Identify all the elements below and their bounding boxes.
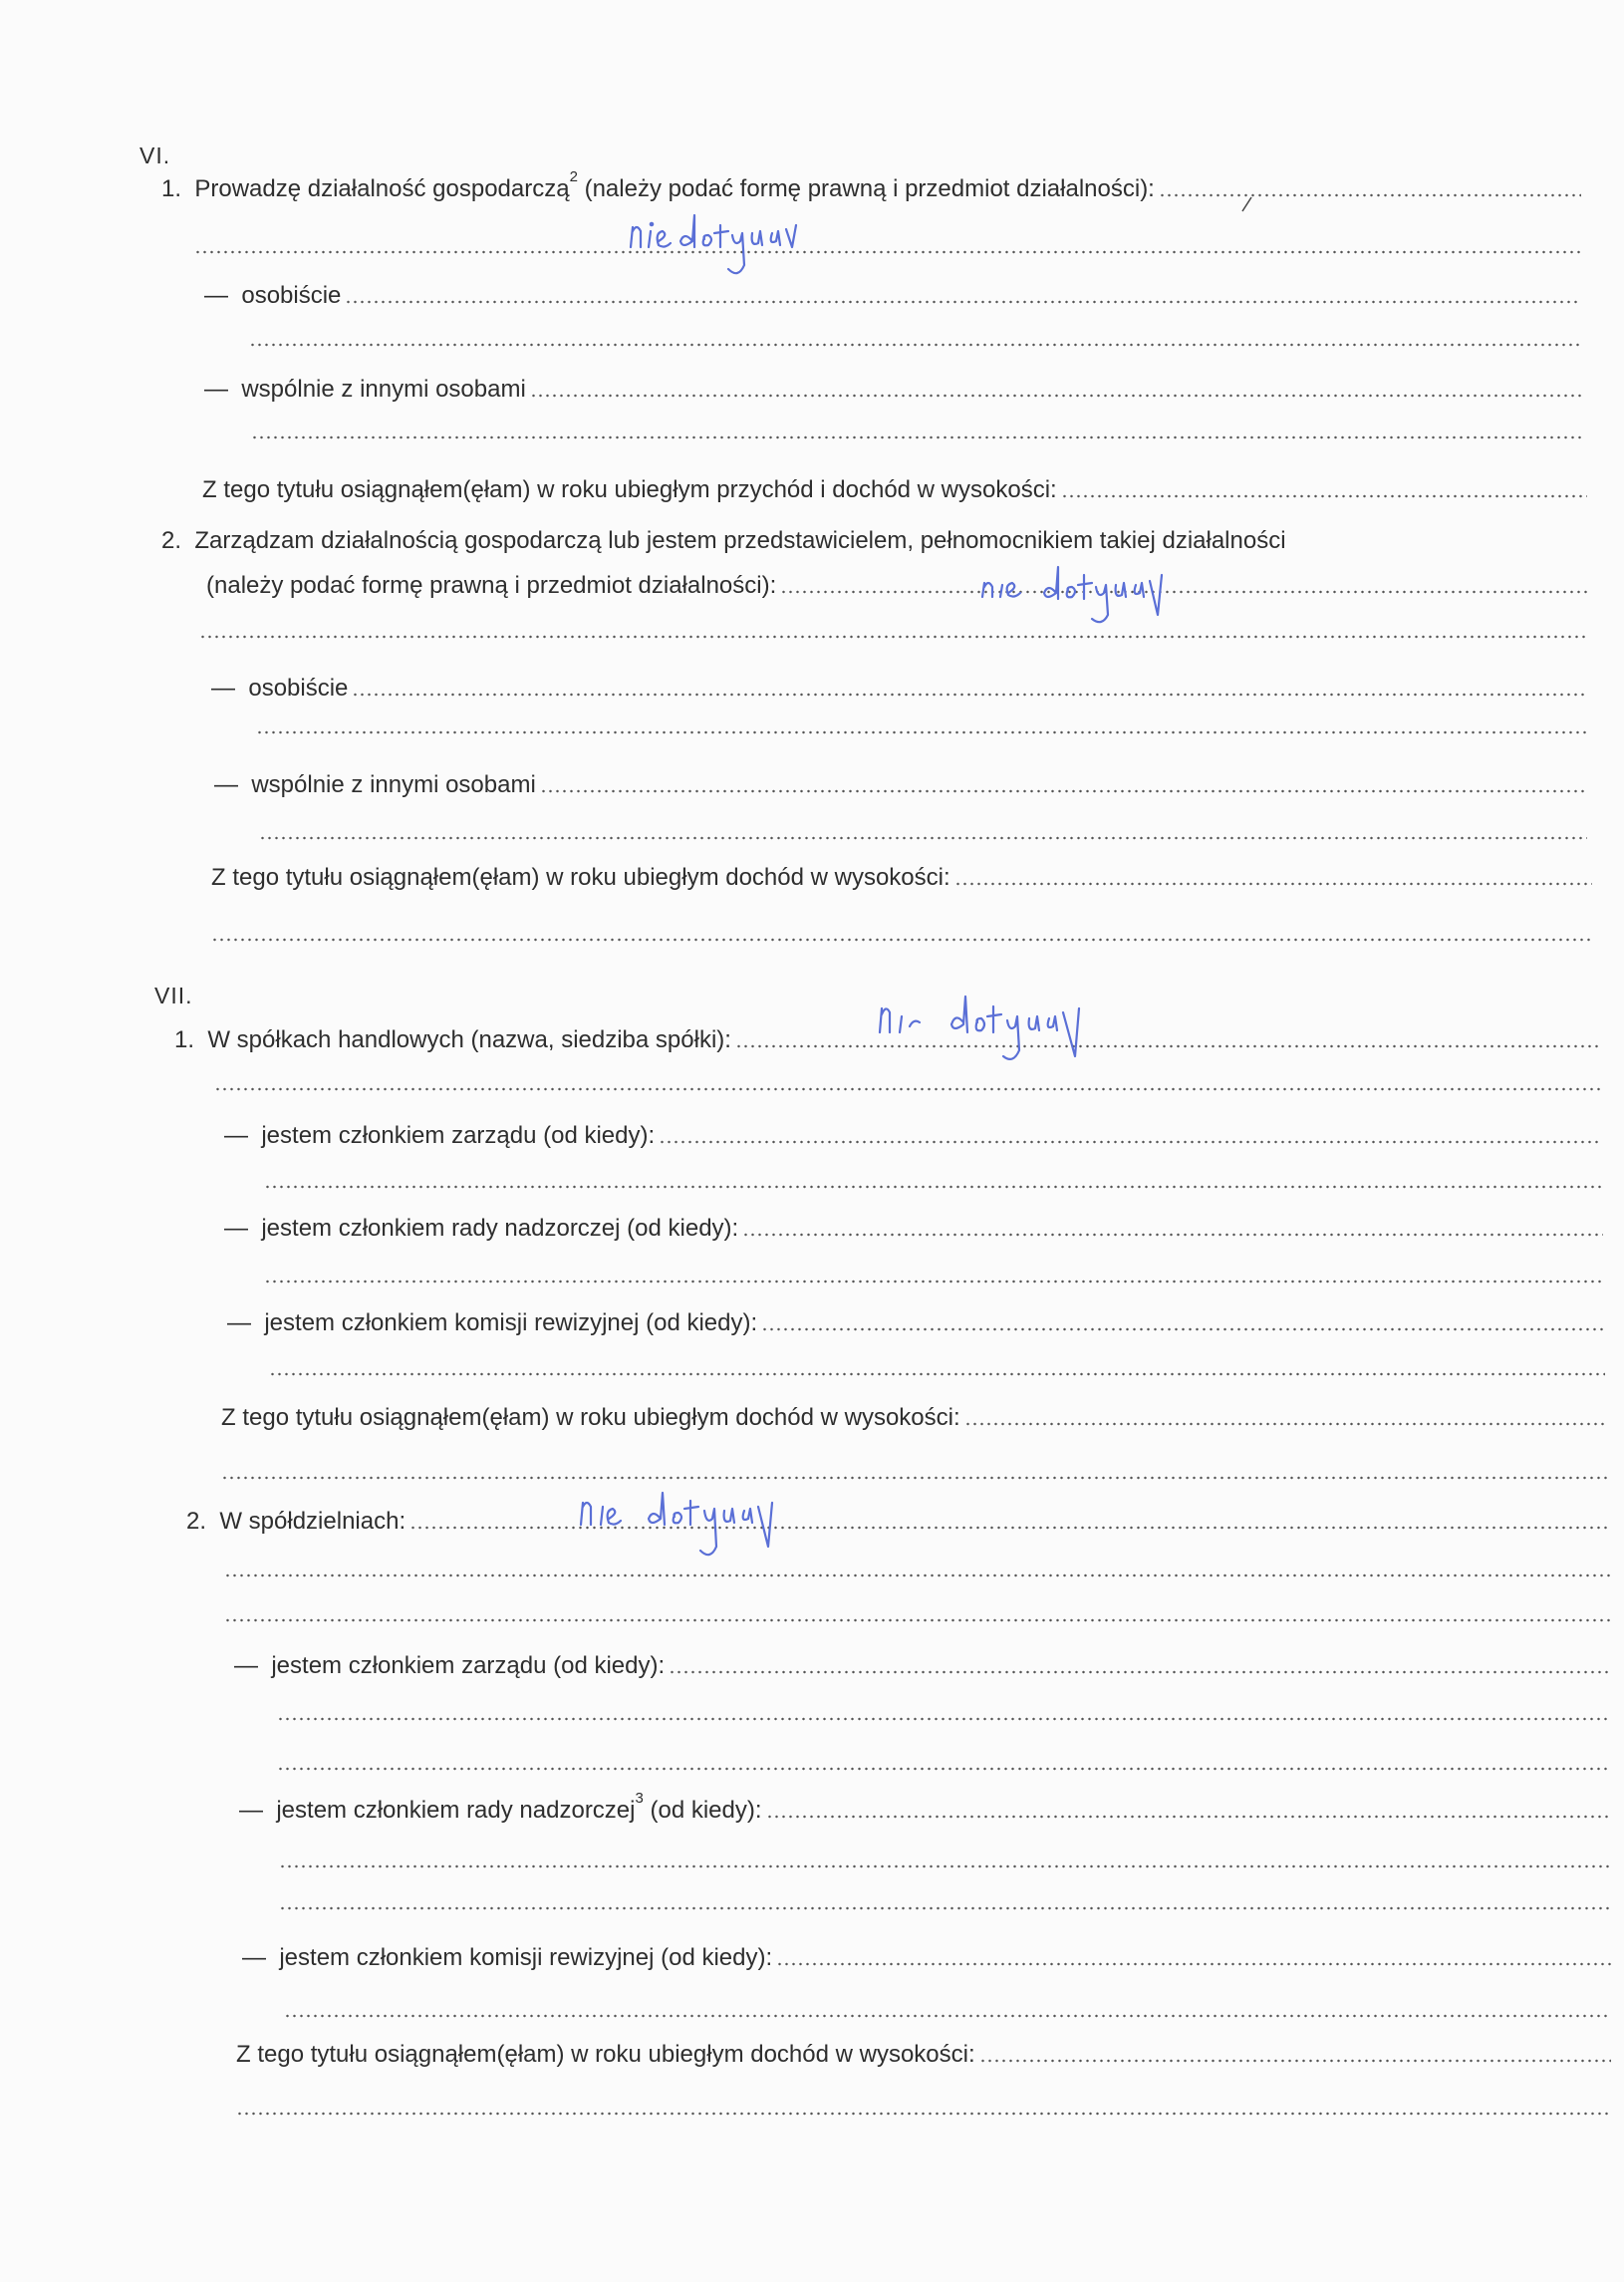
fill-line[interactable] bbox=[530, 393, 1581, 399]
vii-1-audit: — jestem członkiem komisji rewizyjnej (od kiedy): bbox=[227, 1308, 1605, 1338]
vi-2-label-cont: (należy podać formę prawną i przedmiot działalności): bbox=[206, 572, 777, 599]
vi-1-income bbox=[202, 475, 1587, 505]
vii-1-income-fill-2[interactable] bbox=[221, 1475, 1607, 1481]
item-number: 2. bbox=[186, 1508, 207, 1535]
vii-2-board-fill-3[interactable] bbox=[277, 1766, 1611, 1772]
fill-line[interactable] bbox=[776, 1961, 1611, 1967]
vi-1-personally-label: osobiście bbox=[241, 282, 342, 309]
vii-2-supervisory-label: jestem członkiem rady nadzorczej$^3$ (od kiedy): bbox=[276, 1790, 762, 1824]
fill-line[interactable] bbox=[954, 881, 1592, 887]
vii-2-supervisory-fill-2[interactable] bbox=[279, 1863, 1611, 1869]
handwriting-ink bbox=[872, 987, 1191, 1091]
vii-1-audit-label: jestem członkiem komisji rewizyjnej (od kiedy): bbox=[264, 1309, 758, 1336]
vii-1-supervisory: — jestem członkiem rady nadzorczej (od kiedy): bbox=[224, 1214, 1603, 1244]
vi-2-label: Zarządzam działalnością gospodarczą lub jestem przedstawicielem, pełnomocnikiem takiej działalności bbox=[194, 527, 1286, 554]
vi-1-income-label: Z tego tytułu osiągnąłem(ęłam) w roku ubiegłym przychód i dochód w wysokości: bbox=[202, 476, 1057, 503]
vii-1-income-label: Z tego tytułu osiągnąłem(ęłam) w roku ubiegłym dochód w wysokości: bbox=[221, 1404, 960, 1431]
vi-2-jointly: — wspólnie z innymi osobami bbox=[214, 770, 1587, 800]
fill-line[interactable] bbox=[352, 692, 1587, 698]
vii-1-supervisory-label: jestem członkiem rady nadzorczej (od kiedy): bbox=[261, 1215, 739, 1242]
vi-2-question-line1 bbox=[161, 526, 1587, 556]
vi-2-income-label: Z tego tytułu osiągnąłem(ęłam) w roku ubiegłym dochód w wysokości: bbox=[211, 864, 950, 891]
footnote-marker: 3 bbox=[635, 1790, 644, 1807]
fill-line[interactable] bbox=[659, 1139, 1601, 1145]
stray-pen-mark bbox=[1239, 195, 1253, 213]
vii-2-label: W spółdzielniach: bbox=[219, 1508, 406, 1535]
vii-1-board: — jestem członkiem zarządu (od kiedy): bbox=[224, 1121, 1601, 1151]
fill-line[interactable] bbox=[766, 1814, 1611, 1820]
vi-2-jointly-label: wspólnie z innymi osobami bbox=[251, 771, 536, 798]
section-vii-heading: VII. bbox=[154, 983, 193, 1008]
vii-2-fill-line-2[interactable] bbox=[224, 1572, 1611, 1578]
fill-line[interactable] bbox=[979, 2058, 1611, 2064]
section-vi-heading: VI. bbox=[139, 143, 171, 168]
handwriting-ink bbox=[976, 553, 1235, 643]
fill-line[interactable] bbox=[761, 1326, 1605, 1332]
fill-line[interactable] bbox=[345, 299, 1581, 305]
vii-2-fill-line-3[interactable] bbox=[224, 1617, 1611, 1623]
fill-line[interactable] bbox=[964, 1421, 1607, 1427]
fill-line[interactable] bbox=[1061, 493, 1587, 499]
fill-line[interactable] bbox=[1159, 192, 1581, 198]
handwritten-nie-dotyczy-vi-2 bbox=[976, 553, 1235, 643]
vii-2-audit: — jestem członkiem komisji rewizyjnej (od kiedy): bbox=[242, 1943, 1611, 1973]
vii-2-supervisory: — jestem członkiem rady nadzorczej$^3$ (od kiedy): bbox=[239, 1796, 1611, 1826]
vi-2-personally: — osobiście bbox=[211, 674, 1587, 704]
vi-1-jointly-label: wspólnie z innymi osobami bbox=[241, 376, 526, 403]
vii-2-board-label: jestem członkiem zarządu (od kiedy): bbox=[271, 1652, 666, 1679]
vii-2-income bbox=[236, 2040, 1611, 2070]
vii-1-board-fill-2[interactable] bbox=[264, 1184, 1601, 1190]
vi-1-label: Prowadzę działalność gospodarczą$^2$ (należy podać formę prawną i przedmiot działalności): bbox=[194, 168, 1155, 202]
vi-2-income bbox=[211, 863, 1592, 893]
item-number: 1. bbox=[174, 1026, 195, 1053]
vii-1-income bbox=[221, 1403, 1607, 1433]
vi-2-jointly-fill-2[interactable] bbox=[259, 835, 1587, 841]
vi-1-personally: — osobiście bbox=[204, 281, 1581, 311]
stray-mark-shape bbox=[1239, 195, 1253, 213]
handwriting-ink bbox=[623, 207, 882, 297]
vii-2-board: — jestem członkiem zarządu (od kiedy): bbox=[234, 1651, 1611, 1681]
vi-1-personally-fill-2[interactable] bbox=[249, 342, 1581, 348]
vi-2-fill-line-2[interactable] bbox=[199, 634, 1587, 640]
vii-1-audit-fill-2[interactable] bbox=[269, 1371, 1605, 1377]
vi-2-personally-label: osobiście bbox=[248, 675, 349, 702]
vi-2-personally-fill-2[interactable] bbox=[256, 729, 1587, 735]
vii-2-audit-fill-2[interactable] bbox=[284, 2013, 1611, 2019]
fill-line[interactable] bbox=[742, 1232, 1603, 1238]
vii-2-income-fill-2[interactable] bbox=[236, 2111, 1611, 2117]
vii-1-label: W spółkach handlowych (nazwa, siedziba spółki): bbox=[207, 1026, 731, 1053]
handwritten-nie-dotyczy-vii-2 bbox=[573, 1485, 852, 1584]
vi-1-fill-line-2[interactable] bbox=[194, 249, 1581, 255]
handwritten-nie-dotyczy-vi-1 bbox=[623, 207, 882, 297]
vii-1-board-label: jestem członkiem zarządu (od kiedy): bbox=[261, 1122, 656, 1149]
item-number: 1. bbox=[161, 175, 182, 202]
vi-1-question bbox=[161, 168, 1581, 204]
handwritten-nie-dotyczy-vii-1 bbox=[872, 987, 1191, 1091]
vii-2-audit-label: jestem członkiem komisji rewizyjnej (od kiedy): bbox=[279, 1944, 773, 1971]
vii-1-supervisory-fill-2[interactable] bbox=[264, 1279, 1603, 1284]
item-number: 2. bbox=[161, 527, 182, 554]
vi-1-jointly-fill-2[interactable] bbox=[251, 434, 1581, 440]
handwriting-ink bbox=[573, 1485, 852, 1584]
vi-2-question-line2 bbox=[206, 571, 1587, 601]
vii-2-income-label: Z tego tytułu osiągnąłem(ęłam) w roku ubiegłym dochód w wysokości: bbox=[236, 2041, 975, 2068]
fill-line[interactable] bbox=[540, 788, 1587, 794]
vi-2-income-fill-2[interactable] bbox=[211, 937, 1592, 943]
fill-line[interactable] bbox=[669, 1669, 1611, 1675]
vii-2-board-fill-2[interactable] bbox=[277, 1716, 1611, 1722]
footnote-marker: 2 bbox=[569, 168, 578, 185]
vi-1-jointly: — wspólnie z innymi osobami bbox=[204, 375, 1581, 405]
vii-2-supervisory-fill-3[interactable] bbox=[279, 1905, 1611, 1911]
vii-2-question bbox=[186, 1507, 1609, 1537]
